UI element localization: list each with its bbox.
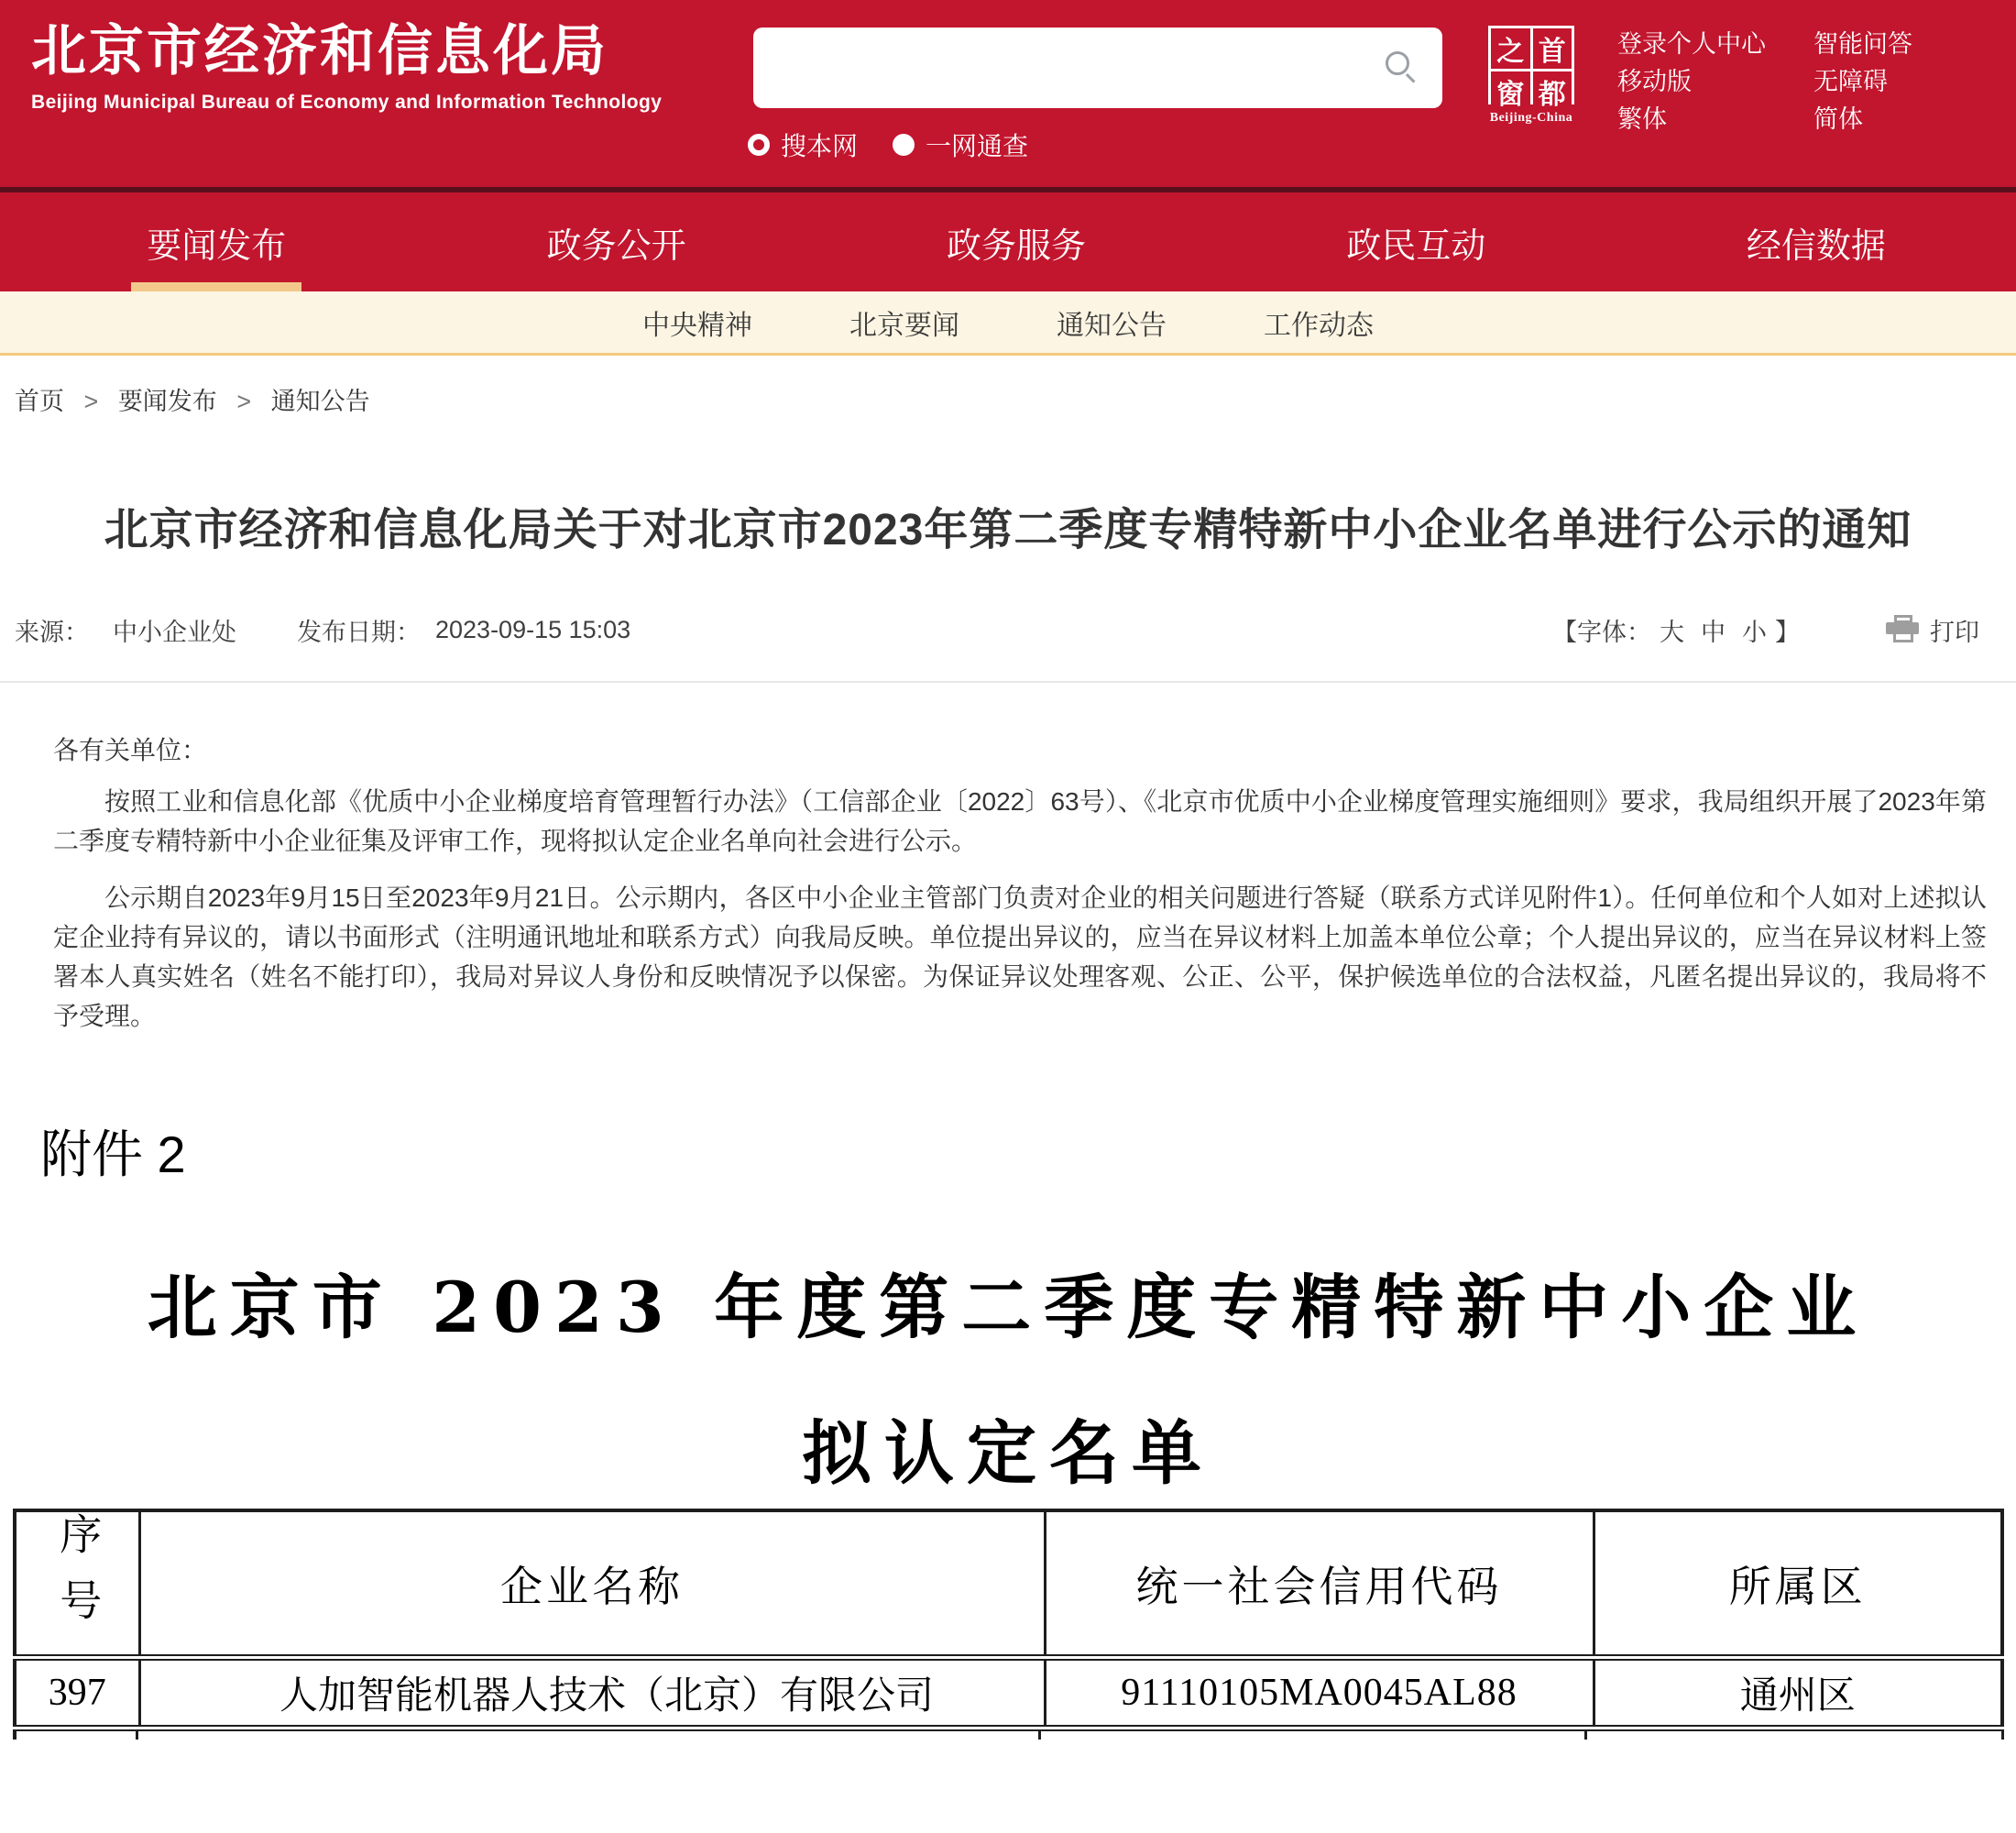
nav-item-news[interactable] <box>16 192 416 291</box>
search-input[interactable] <box>768 33 1382 101</box>
sub-nav <box>0 291 2016 356</box>
cell-district: 通州区 <box>1594 1658 2002 1729</box>
subnav-item-central-spirit[interactable]: 中央精神 <box>642 310 752 341</box>
column-header-district: 所属区 <box>1594 1510 2002 1658</box>
nav-item-public-interaction[interactable] <box>1216 192 1616 291</box>
seal-char: 首 <box>1533 28 1572 69</box>
seal-char: 都 <box>1533 71 1572 112</box>
site-logo-title: 北京市经济和信息化局 <box>31 20 608 82</box>
seal-char: 之 <box>1491 28 1530 69</box>
site-header <box>0 0 2016 187</box>
search-icon[interactable] <box>1386 51 1419 84</box>
nav-item-gov-services[interactable] <box>816 192 1216 291</box>
nav-item-label: 政务公开 <box>546 226 686 266</box>
search-scope-row <box>748 126 1028 163</box>
radio-search-site-icon[interactable] <box>748 134 770 156</box>
breadcrumb-news[interactable]: 要闻发布 <box>117 388 217 415</box>
seal-char: 窗 <box>1491 71 1530 112</box>
smart-qa-link[interactable]: 智能问答 <box>1813 30 1912 58</box>
traditional-chinese-link[interactable]: 繁体 <box>1617 105 1667 133</box>
font-size-small[interactable]: 小 <box>1742 619 1767 646</box>
font-size-suffix: 】 <box>1775 619 1800 646</box>
breadcrumb-separator: > <box>236 388 252 415</box>
mobile-version-link[interactable]: 移动版 <box>1617 68 1692 95</box>
font-size-large[interactable]: 大 <box>1660 619 1684 646</box>
nav-item-gov-affairs-open[interactable] <box>416 192 816 291</box>
radio-search-all-icon[interactable] <box>893 134 915 156</box>
page-title: 北京市经济和信息化局关于对北京市2023年第二季度专精特新中小企业名单进行公示的通知 <box>104 506 1912 554</box>
table-partial-next-row <box>13 1731 2004 1740</box>
publish-date-value: 2023-09-15 15:03 <box>435 616 631 643</box>
breadcrumb-home[interactable]: 首页 <box>15 388 64 415</box>
breadcrumb-separator: > <box>83 388 99 415</box>
subnav-item-notices[interactable]: 通知公告 <box>1057 310 1167 341</box>
source-label: 来源： <box>15 619 89 646</box>
column-header-company: 企业名称 <box>139 1510 1045 1658</box>
article-meta-left <box>15 612 630 648</box>
site-logo[interactable] <box>31 20 663 114</box>
nav-item-economy-data[interactable] <box>1616 192 2016 291</box>
font-size-medium[interactable]: 中 <box>1701 619 1726 646</box>
enterprise-list-table <box>13 1509 2004 1731</box>
simplified-chinese-link[interactable]: 简体 <box>1813 105 1863 133</box>
subnav-item-beijing-news[interactable]: 北京要闻 <box>849 310 959 341</box>
column-header-seq: 序号 <box>15 1510 139 1658</box>
subnav-item-work-updates[interactable]: 工作动态 <box>1264 310 1374 341</box>
salutation: 各有关单位： <box>53 736 208 764</box>
search-icon-handle <box>1406 73 1416 83</box>
article-body <box>0 730 2016 1036</box>
publish-date-label: 发布日期： <box>297 619 421 646</box>
print-button[interactable] <box>1886 612 1979 648</box>
print-label: 打印 <box>1930 619 1979 646</box>
capital-window-caption: Beijing-China <box>1489 111 1573 125</box>
breadcrumb <box>15 381 2016 417</box>
radio-search-site-label[interactable]: 搜本网 <box>781 132 859 160</box>
paragraph-2: 公示期自2023年9月15日至2023年9月21日。公示期内，各区中小企业主管部门负责对企业的相关问题进行答疑（联系方式详见附件1）。任何单位和个人如对上述拟认定企业持有异议的，请以书面形式（注明通讯地址和联系方式）向我局反映。单位提出异议的，应当在异议材料上加盖本单位公章；个人提出异议的，应当在异议材料上签署本人真实姓名（姓名不能打印），我局对异议人身份和反映情况予以保密。为保证异议处理客观、公正、公平，保护候选单位的合法权益，凡匿名提出异议的，我局将不予受理。 <box>53 884 1987 1030</box>
cell-credit-code: 91110105MA0045AL88 <box>1045 1658 1594 1729</box>
list-title-line-2: 拟认定名单 <box>802 1412 1214 1494</box>
capital-window-logo[interactable] <box>1488 26 1574 126</box>
table-header-row <box>15 1510 2002 1658</box>
radio-search-all-label[interactable]: 一网通查 <box>926 132 1029 160</box>
table-row <box>15 1658 2002 1729</box>
search-icon-ring <box>1386 51 1409 75</box>
source-value: 中小企业处 <box>113 619 236 646</box>
font-size-widget <box>1552 612 1800 648</box>
site-logo-subtitle: Beijing Municipal Bureau of Economy and Information Technology <box>31 92 663 113</box>
nav-item-label: 要闻发布 <box>147 226 287 266</box>
cell-company: 人加智能机器人技术（北京）有限公司 <box>139 1658 1045 1729</box>
column-header-credit-code: 统一社会信用代码 <box>1045 1510 1594 1658</box>
article-meta <box>0 612 2016 648</box>
capital-window-seal-icon <box>1488 26 1574 110</box>
printer-icon <box>1886 615 1921 646</box>
main-nav <box>0 192 2016 291</box>
list-title-line-1: 北京市 2023 年度第二季度专精特新中小企业 <box>147 1267 1869 1348</box>
search-box <box>753 27 1442 108</box>
nav-item-label: 经信数据 <box>1746 226 1886 266</box>
nav-item-label: 政民互动 <box>1346 226 1486 266</box>
article-meta-right <box>1552 612 1979 648</box>
attachment-heading: 附件 2 <box>40 1125 186 1183</box>
header-links-column-1 <box>1617 26 1766 138</box>
nav-item-label: 政务服务 <box>947 226 1087 266</box>
cell-seq: 397 <box>15 1658 139 1729</box>
accessibility-link[interactable]: 无障碍 <box>1813 68 1888 95</box>
paragraph-1: 按照工业和信息化部《优质中小企业梯度培育管理暂行办法》（工信部企业〔2022〕63号）、《北京市优质中小企业梯度管理实施细则》要求，我局组织开展了2023年第二季度专精特新中小企业征集及评审工作，现将拟认定企业名单向社会进行公示。 <box>53 787 1987 855</box>
active-tab-underline <box>131 282 301 291</box>
breadcrumb-notices[interactable]: 通知公告 <box>270 388 370 415</box>
font-size-prefix: 【字体： <box>1552 619 1651 646</box>
header-links-column-2 <box>1813 26 1912 138</box>
meta-divider <box>0 681 2016 683</box>
login-personal-center-link[interactable]: 登录个人中心 <box>1617 30 1766 58</box>
